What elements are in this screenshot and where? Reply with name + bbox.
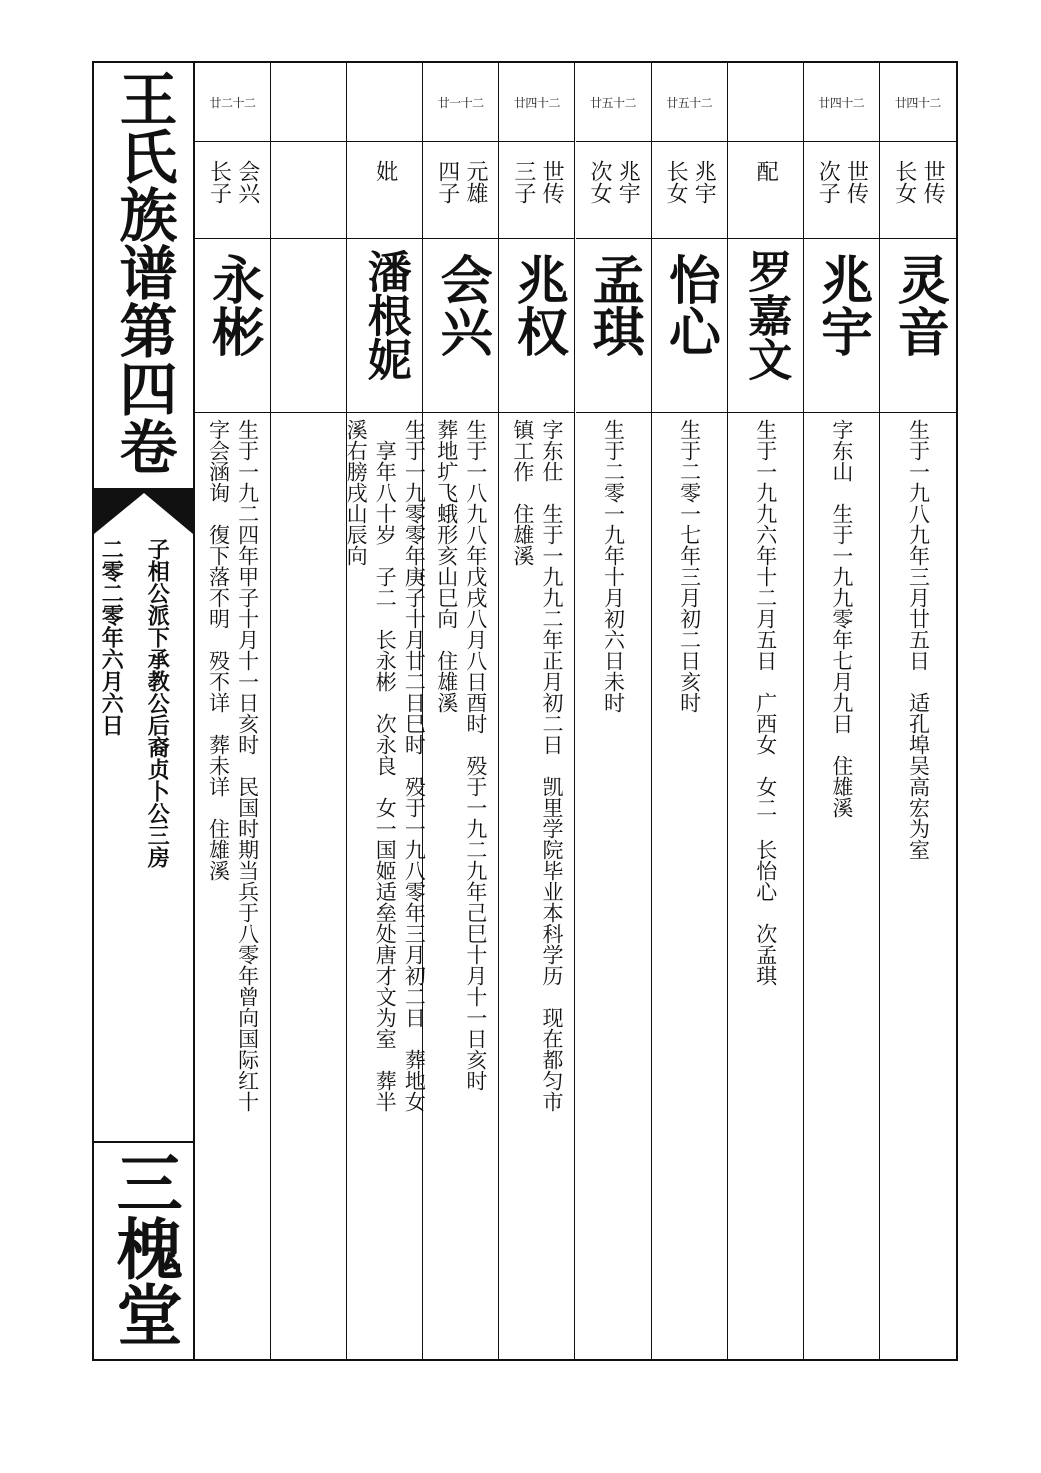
relation-label [271,142,346,238]
person-name-text: 兆宇 [811,253,872,357]
row-divider [271,412,346,413]
biography-line: 字东仕 生于一九九二年正月初二日 凯里学院毕业本科学历 现在都匀市 [539,419,564,1112]
biography [423,419,498,1359]
person-column [423,63,499,1359]
person-name [195,253,270,357]
relation-line: 世传 [920,160,946,204]
branch-lineage: 子相公派下承教公后裔贞卜公三房 [144,538,170,868]
biography-line: 葬地圹飞蛾形亥山巳向 住雄溪 [434,419,459,713]
biography-line: 生于一九九六年十二月五日 广西女 女二 长怡心 次孟琪 [753,419,778,986]
generation-label: 廿一十二 [437,95,484,110]
row-divider [576,412,651,413]
relation-line: 元雄 [462,160,488,204]
biography-line: 生于一九八九年三月廿五日 适孔埠吴高宏为室 [906,419,931,860]
person-name-text: 罗嘉文 [740,249,792,381]
biography-line: 字会涵询 復下落不明 殁不详 葬未详 住雄溪 [206,419,231,881]
title-strip [94,63,195,1359]
relation-line: 世传 [539,160,565,204]
relation-label [499,142,574,238]
person-name [652,253,727,357]
biography-line: 生于一八九八年戊戌八月八日酉时 殁于一九二九年己巳十月十一日亥时 [463,419,488,1091]
row-divider [804,412,879,413]
biography-line: 生于二零一七年三月初二日亥时 [677,419,702,713]
person-name [728,249,803,381]
book-title [94,63,193,488]
book-title-text: 王氏族谱第四卷 [109,69,178,475]
person-name-text: 兆权 [507,253,568,357]
relation-label [880,142,956,238]
row-divider [423,238,498,239]
person-column [271,63,347,1359]
generation-label [728,63,803,141]
generation-label: 廿四十二 [894,95,941,110]
person-name-text: 永彬 [202,253,263,357]
biography [880,419,956,1359]
row-divider [576,238,651,239]
relation-line: 兆宇 [691,160,717,204]
person-column [652,63,728,1359]
row-divider [499,238,574,239]
row-divider [195,412,270,413]
generation-label: 廿二十二 [209,95,256,110]
biography-line: 溪右膀戌山辰向 [344,419,369,566]
relation-line: 四子 [434,160,460,204]
relation-line: 长女 [663,160,689,204]
person-column [880,63,956,1359]
relation-line: 兆宇 [615,160,641,204]
row-divider [423,412,498,413]
relation-label [576,142,651,238]
relation-label [347,142,422,238]
relation-label [195,142,270,238]
person-name [499,253,574,357]
person-name [880,253,956,357]
generation-label: 廿四十二 [818,95,865,110]
row-divider [804,238,879,239]
person-column [576,63,652,1359]
generation-label: 廿五十二 [666,95,713,110]
row-divider [652,238,727,239]
relation-label [423,142,498,238]
relation-line: 长女 [891,160,917,204]
row-divider [347,238,422,239]
relation-line: 会兴 [234,160,260,204]
person-name-text: 潘根妮 [359,249,411,381]
relation-line: 长子 [206,160,232,204]
person-column [344,63,427,1359]
row-divider [271,238,346,239]
biography [652,419,727,1359]
generation-label [347,63,422,141]
generation-label: 廿四十二 [513,95,560,110]
hall-name-text: 三槐堂 [105,1149,183,1347]
divider [94,1141,193,1143]
biography [728,419,803,1359]
biography-line: 享年八十岁 子二 长永彬 次永良 女一国姬适垒处唐才文为室 葬半 [373,419,398,1112]
person-name [804,253,879,357]
row-divider [347,412,422,413]
person-name-text: 灵音 [888,253,949,357]
row-divider [499,412,574,413]
biography-line: 生于一九零零年庚子十月廿二日巳时 殁于一九八零年三月初二日 葬地女 [402,419,427,1112]
row-divider [728,238,803,239]
relation-line: 配 [753,160,779,182]
generation-label: 廿五十二 [589,95,636,110]
biography-line: 生于二零一九年十月初六日未时 [601,419,626,713]
person-name-text: 孟琪 [583,253,644,357]
relation-line: 妣 [372,160,398,182]
biography [195,419,270,1359]
biography [499,419,574,1359]
person-name-text: 怡心 [659,253,720,357]
biography [271,419,346,1359]
relation-label [652,142,727,238]
relation-label [804,142,879,238]
row-divider [728,412,803,413]
genealogy-page [92,61,958,1361]
person-name [576,253,651,357]
relation-label [728,142,803,238]
person-name [423,253,498,357]
person-column [499,63,575,1359]
biography [344,419,427,1359]
person-column [804,63,880,1359]
row-divider [195,238,270,239]
biography-line: 镇工作 住雄溪 [510,419,535,566]
generation-label [271,63,346,141]
hall-name [94,1149,193,1347]
person-column [728,63,804,1359]
person-column [195,63,271,1359]
person-name-text: 会兴 [431,253,492,357]
relation-line: 次子 [815,160,841,204]
relation-line: 世传 [843,160,869,204]
biography [804,419,879,1359]
row-divider [652,412,727,413]
biography-line: 生于一九二四年甲子十月十一日亥时 民国时期当兵于八零年曾向国际红十 [235,419,260,1112]
fishtail-mark [94,490,193,534]
relation-line: 次女 [587,160,612,204]
person-name [347,249,422,381]
row-divider [880,412,956,413]
relation-line: 三子 [510,160,536,204]
biography [576,419,651,1359]
row-divider [880,238,956,239]
publication-date: 二零二零年六月六日 [98,538,124,736]
biography-line: 字东山 生于一九九零年七月九日 住雄溪 [829,419,854,818]
